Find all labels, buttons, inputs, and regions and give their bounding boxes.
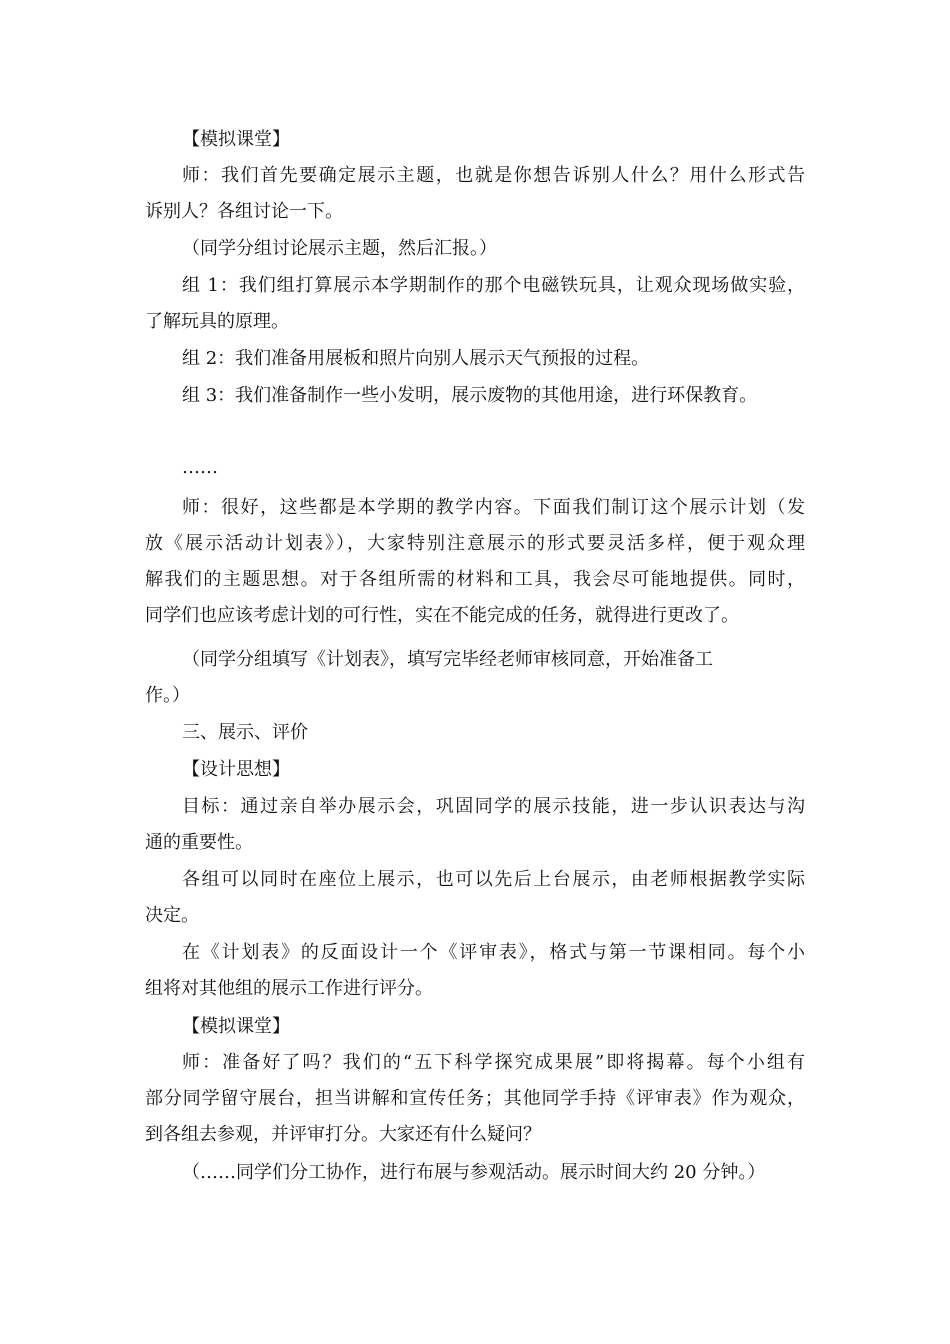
ellipsis-line <box>145 450 805 486</box>
text-line: 【设计思想】 <box>182 759 290 780</box>
paragraph <box>145 642 805 714</box>
text-line: （同学分组讨论展示主题，然后汇报。） <box>182 238 497 259</box>
text-line: …… <box>182 457 218 478</box>
paragraph <box>145 158 805 230</box>
text-line: 组 1：我们组打算展示本学期制作的那个电磁铁玩具，让观众现场做实验， <box>182 275 805 296</box>
text-line: 各组可以同时在座位上展示，也可以先后上台展示，由老师根据教学实际 <box>182 869 805 890</box>
paragraph <box>145 341 805 377</box>
text-line: 通的重要性。 <box>145 832 253 853</box>
text-line: 师：我们首先要确定展示主题，也就是你想告诉别人什么？用什么形式告 <box>182 165 805 186</box>
paragraph <box>145 231 805 267</box>
text-line: 作。） <box>145 685 190 706</box>
text-line: 组 3：我们准备制作一些小发明，展示废物的其他用途，进行环保教育。 <box>182 385 758 406</box>
paragraph <box>145 378 805 414</box>
paragraph <box>145 935 805 1007</box>
paragraph <box>145 490 805 634</box>
paragraph <box>145 1045 805 1153</box>
section-heading <box>145 122 805 158</box>
text-line: （……同学们分工协作，进行布展与参观活动。展示时间大约 20 分钟。） <box>182 1162 766 1183</box>
text-line: 部分同学留守展台，担当讲解和宣传任务；其他同学手持《评审表》作为观众， <box>145 1088 805 1109</box>
text-line: 解我们的主题思想。对于各组所需的材料和工具，我会尽可能地提供。同时， <box>145 569 805 590</box>
text-line: 放《展示活动计划表》），大家特别注意展示的形式要灵活多样，便于观众理 <box>145 533 805 554</box>
text-line: 到各组去参观，并评审打分。大家还有什么疑问？ <box>145 1124 541 1145</box>
text-line: （同学分组填写《计划表》，填写完毕经老师审核同意，开始准备工 <box>182 649 713 670</box>
text-line: 师：很好，这些都是本学期的教学内容。下面我们制订这个展示计划（发 <box>182 497 805 518</box>
text-line: 诉别人？各组讨论一下。 <box>145 201 343 222</box>
text-line: 三、展示、评价 <box>182 722 308 743</box>
text-line: 同学们也应该考虑计划的可行性，实在不能完成的任务，就得进行更改了。 <box>145 605 739 626</box>
text-line: 在《计划表》的反面设计一个《评审表》，格式与第一节课相同。每个小 <box>182 942 805 963</box>
text-line: 目标：通过亲自举办展示会，巩固同学的展示技能，进一步认识表达与沟 <box>182 796 805 817</box>
text-line: 组 2：我们准备用展板和照片向别人展示天气预报的过程。 <box>182 348 650 369</box>
text-line: 师：准备好了吗？我们的“五下科学探究成果展”即将揭幕。每个小组有 <box>182 1052 805 1073</box>
text-line: 【模拟课堂】 <box>182 129 290 150</box>
paragraph <box>145 862 805 934</box>
paragraph <box>145 268 805 340</box>
text-line: 决定。 <box>145 905 199 926</box>
text-line: 【模拟课堂】 <box>182 1016 290 1037</box>
section-heading <box>145 752 805 788</box>
section-heading <box>145 1009 805 1045</box>
paragraph <box>145 1155 805 1191</box>
paragraph <box>145 789 805 861</box>
text-line: 组将对其他组的展示工作进行评分。 <box>145 978 433 999</box>
section-title <box>145 715 805 751</box>
text-line: 了解玩具的原理。 <box>145 311 289 332</box>
